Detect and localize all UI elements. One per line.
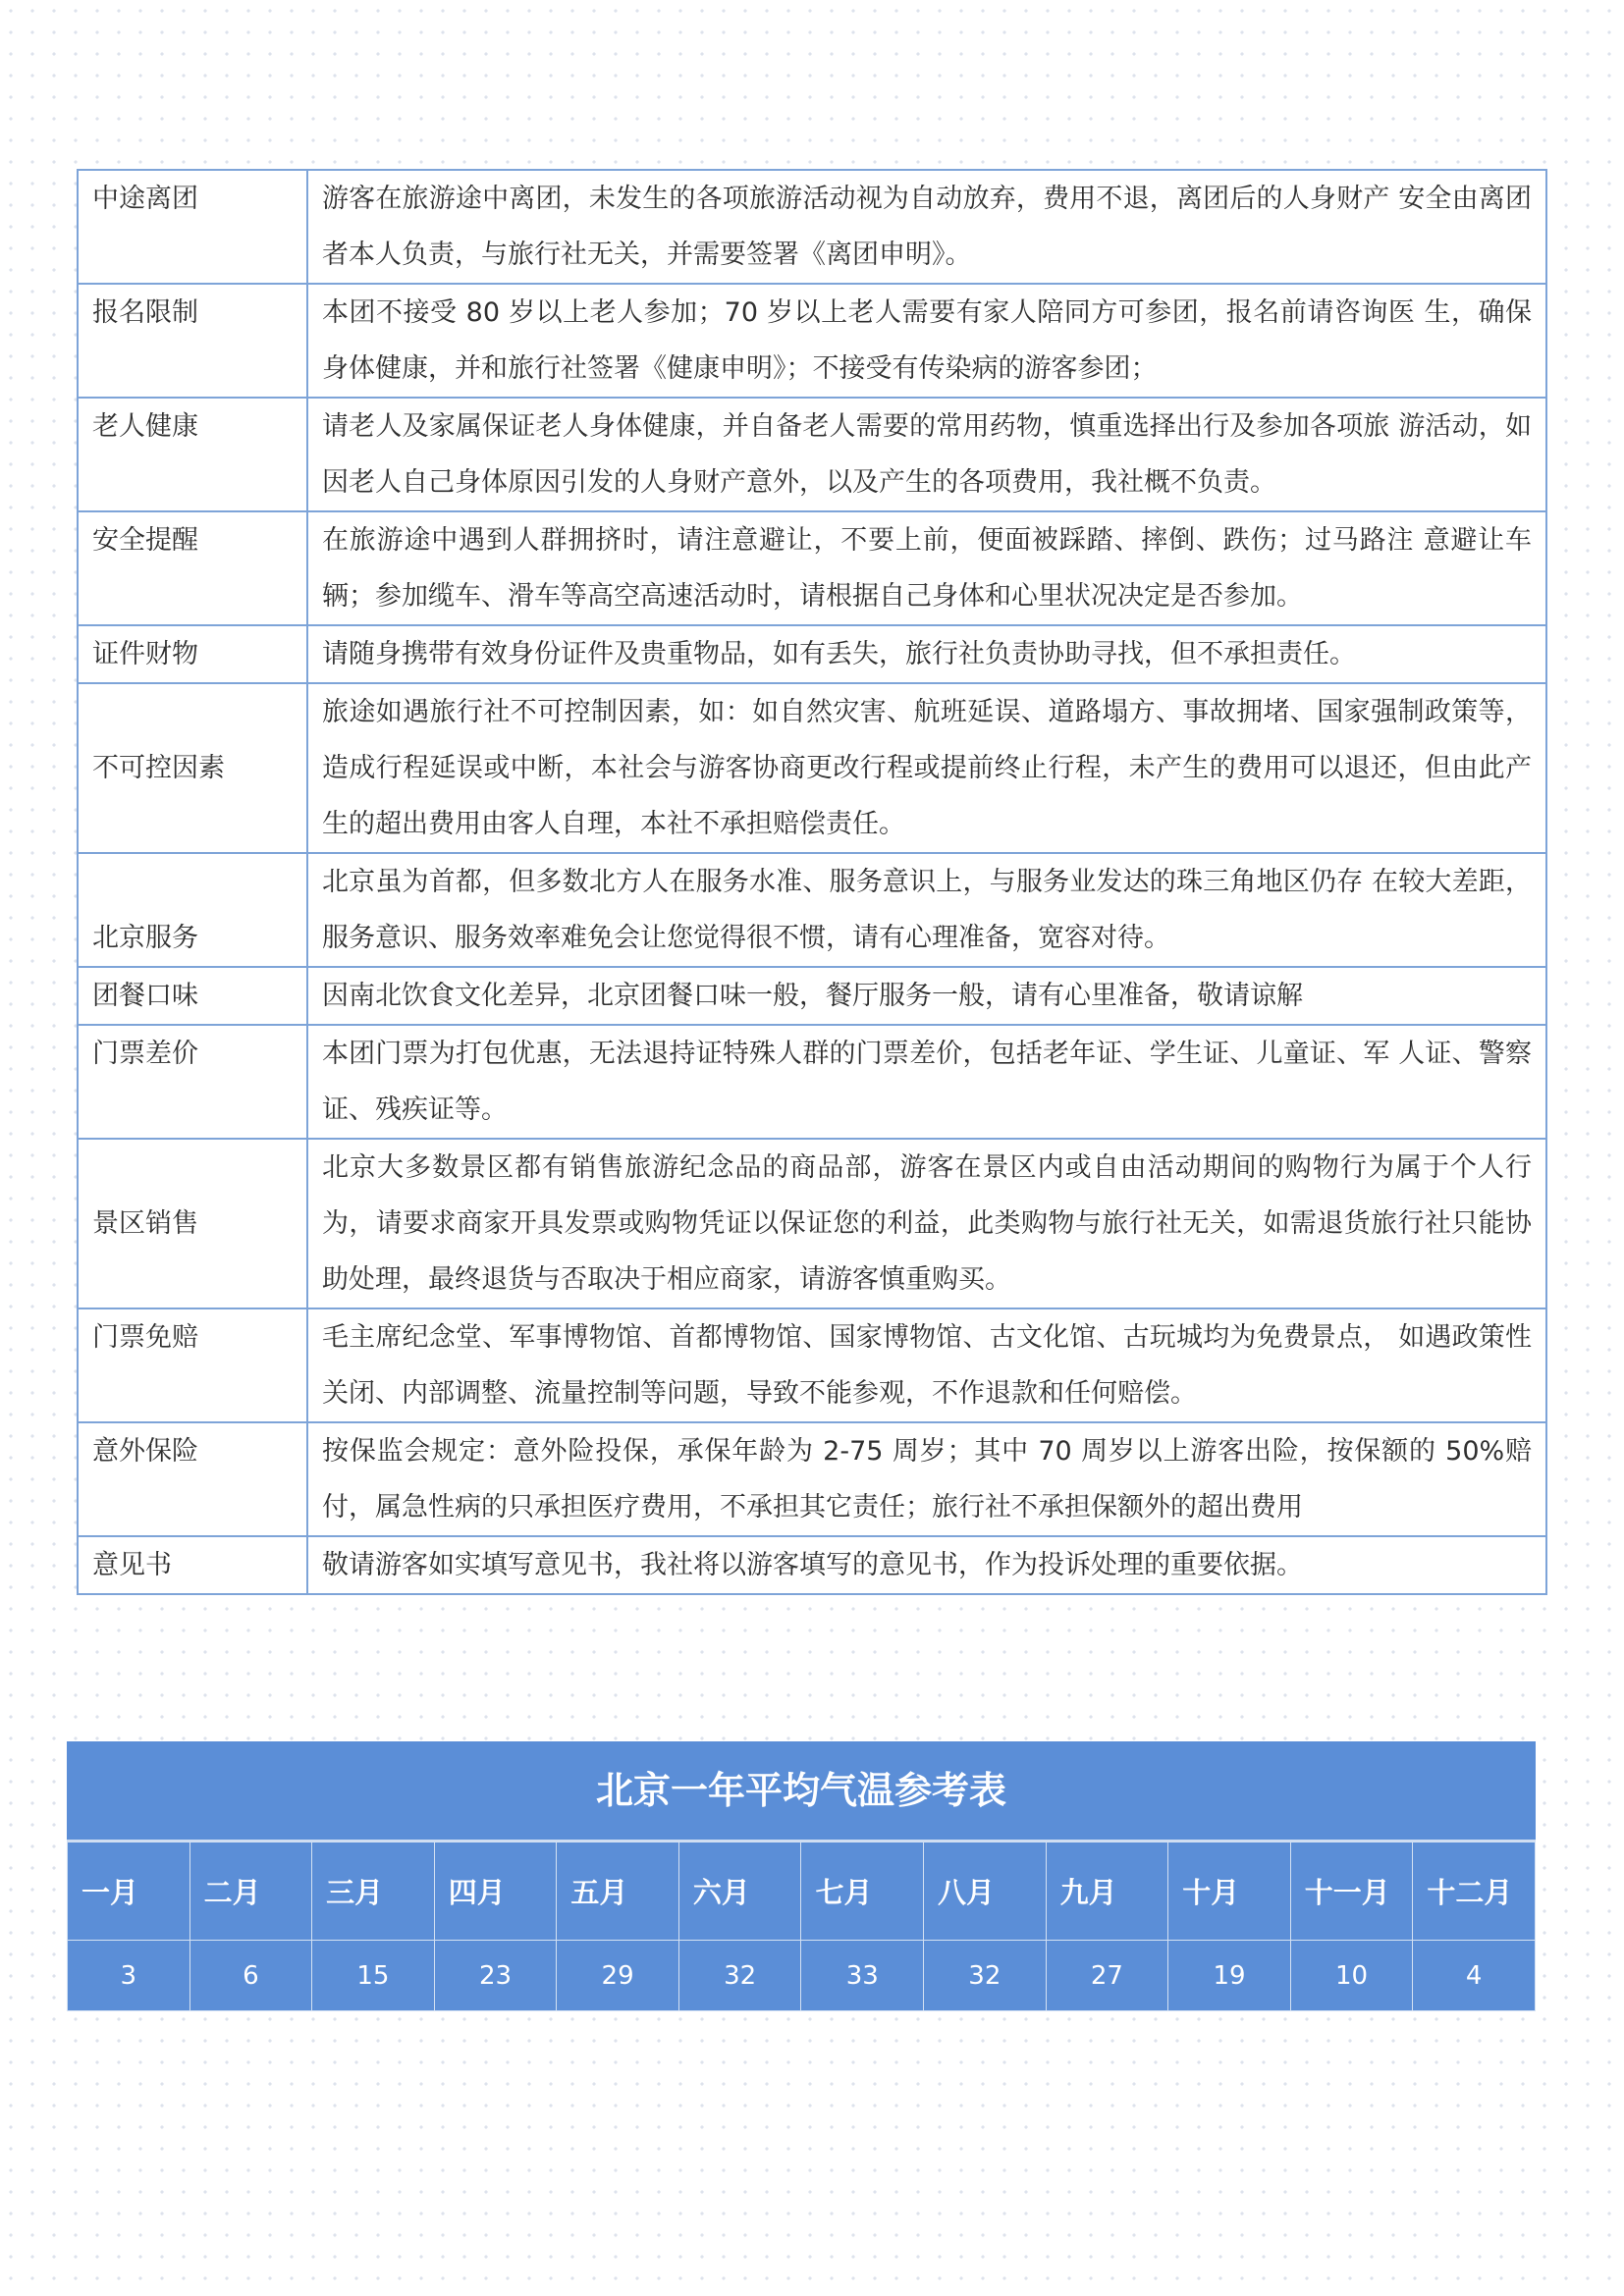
temperature-value: 6 — [189, 1941, 312, 2011]
month-cell: 三月 — [312, 1842, 435, 1941]
month-header-row — [68, 1842, 1536, 1941]
month-cell: 十月 — [1168, 1842, 1291, 1941]
table-row — [78, 1536, 1546, 1594]
temperature-value: 32 — [678, 1941, 801, 2011]
table-row — [78, 1422, 1546, 1536]
temperature-table-title: 北京一年平均气温参考表 — [67, 1741, 1536, 1842]
note-text: 在旅游途中遇到人群拥挤时，请注意避让，不要上前，便面被踩踏、摔倒、跌伤；过马路注 意避让车辆；参加缆车、滑车等高空高速活动时，请根据自己身体和心里状况决定是否参加。 — [307, 511, 1546, 625]
table-row — [78, 511, 1546, 625]
month-cell: 一月 — [68, 1842, 190, 1941]
table-row — [78, 683, 1546, 853]
month-cell: 九月 — [1046, 1842, 1168, 1941]
temperature-value: 33 — [801, 1941, 924, 2011]
travel-notes-table — [77, 169, 1547, 1595]
temperature-section — [67, 1741, 1536, 2011]
table-row — [78, 625, 1546, 683]
temperature-value: 19 — [1168, 1941, 1291, 2011]
month-cell: 十一月 — [1290, 1842, 1413, 1941]
month-cell: 十二月 — [1413, 1842, 1536, 1941]
month-cell: 五月 — [557, 1842, 679, 1941]
note-label: 报名限制 — [78, 284, 307, 398]
note-label: 意见书 — [78, 1536, 307, 1594]
note-label: 安全提醒 — [78, 511, 307, 625]
note-text: 北京虽为首都，但多数北方人在服务水准、服务意识上，与服务业发达的珠三角地区仍存 在较大差距，服务意识、服务效率难免会让您觉得很不惯，请有心理准备，宽容对待。 — [307, 853, 1546, 967]
month-cell: 四月 — [434, 1842, 557, 1941]
table-row — [78, 1139, 1546, 1308]
temperature-value: 23 — [434, 1941, 557, 2011]
note-text: 本团不接受 80 岁以上老人参加；70 岁以上老人需要有家人陪同方可参团，报名前请咨询医 生，确保身体健康，并和旅行社签署《健康申明》；不接受有传染病的游客参团； — [307, 284, 1546, 398]
temperature-value-row — [68, 1941, 1536, 2011]
month-cell: 六月 — [678, 1842, 801, 1941]
note-text: 因南北饮食文化差异，北京团餐口味一般，餐厅服务一般，请有心里准备，敬请谅解 — [307, 967, 1546, 1025]
note-label: 景区销售 — [78, 1139, 307, 1308]
note-text: 本团门票为打包优惠，无法退持证特殊人群的门票差价，包括老年证、学生证、儿童证、军 人证、警察证、残疾证等。 — [307, 1025, 1546, 1139]
note-label: 北京服务 — [78, 853, 307, 967]
table-row — [78, 1308, 1546, 1422]
temperature-value: 4 — [1413, 1941, 1536, 2011]
month-cell: 二月 — [189, 1842, 312, 1941]
temperature-value: 10 — [1290, 1941, 1413, 2011]
note-label: 团餐口味 — [78, 967, 307, 1025]
note-label: 门票差价 — [78, 1025, 307, 1139]
temperature-value: 27 — [1046, 1941, 1168, 2011]
table-row — [78, 284, 1546, 398]
note-text: 请随身携带有效身份证件及贵重物品，如有丢失，旅行社负责协助寻找，但不承担责任。 — [307, 625, 1546, 683]
note-text: 旅途如遇旅行社不可控制因素，如：如自然灾害、航班延误、道路塌方、事故拥堵、国家强制政策等，造成行程延误或中断，本社会与游客协商更改行程或提前终止行程，未产生的费用可以退还，但由此产生的超出费用由客人自理，本社不承担赔偿责任。 — [307, 683, 1546, 853]
note-label: 不可控因素 — [78, 683, 307, 853]
table-row — [78, 853, 1546, 967]
temperature-value: 15 — [312, 1941, 435, 2011]
note-label: 意外保险 — [78, 1422, 307, 1536]
temperature-value: 3 — [68, 1941, 190, 2011]
note-label: 中途离团 — [78, 170, 307, 284]
month-cell: 七月 — [801, 1842, 924, 1941]
note-text: 毛主席纪念堂、军事博物馆、首都博物馆、国家博物馆、古文化馆、古玩城均为免费景点， 如遇政策性关闭、内部调整、流量控制等问题，导致不能参观，不作退款和任何赔偿。 — [307, 1308, 1546, 1422]
month-cell: 八月 — [924, 1842, 1047, 1941]
note-text: 北京大多数景区都有销售旅游纪念品的商品部，游客在景区内或自由活动期间的购物行为属于个人行为，请要求商家开具发票或购物凭证以保证您的利益，此类购物与旅行社无关，如需退货旅行社只能协助处理，最终退货与否取决于相应商家，请游客慎重购买。 — [307, 1139, 1546, 1308]
note-text: 敬请游客如实填写意见书，我社将以游客填写的意见书，作为投诉处理的重要依据。 — [307, 1536, 1546, 1594]
temperature-value: 32 — [924, 1941, 1047, 2011]
note-text: 请老人及家属保证老人身体健康，并自备老人需要的常用药物，慎重选择出行及参加各项旅 游活动，如因老人自己身体原因引发的人身财产意外，以及产生的各项费用，我社概不负责。 — [307, 398, 1546, 511]
temperature-value: 29 — [557, 1941, 679, 2011]
table-row — [78, 967, 1546, 1025]
note-text: 按保监会规定：意外险投保，承保年龄为 2-75 周岁；其中 70 周岁以上游客出险，按保额的 50%赔付，属急性病的只承担医疗费用，不承担其它责任；旅行社不承担保额外的超出费用 — [307, 1422, 1546, 1536]
note-text: 游客在旅游途中离团，未发生的各项旅游活动视为自动放弃，费用不退，离团后的人身财产 安全由离团者本人负责，与旅行社无关，并需要签署《离团申明》。 — [307, 170, 1546, 284]
note-label: 老人健康 — [78, 398, 307, 511]
table-row — [78, 1025, 1546, 1139]
note-label: 门票免赔 — [78, 1308, 307, 1422]
table-row — [78, 398, 1546, 511]
note-label: 证件财物 — [78, 625, 307, 683]
temperature-table — [67, 1842, 1536, 2011]
table-row — [78, 170, 1546, 284]
